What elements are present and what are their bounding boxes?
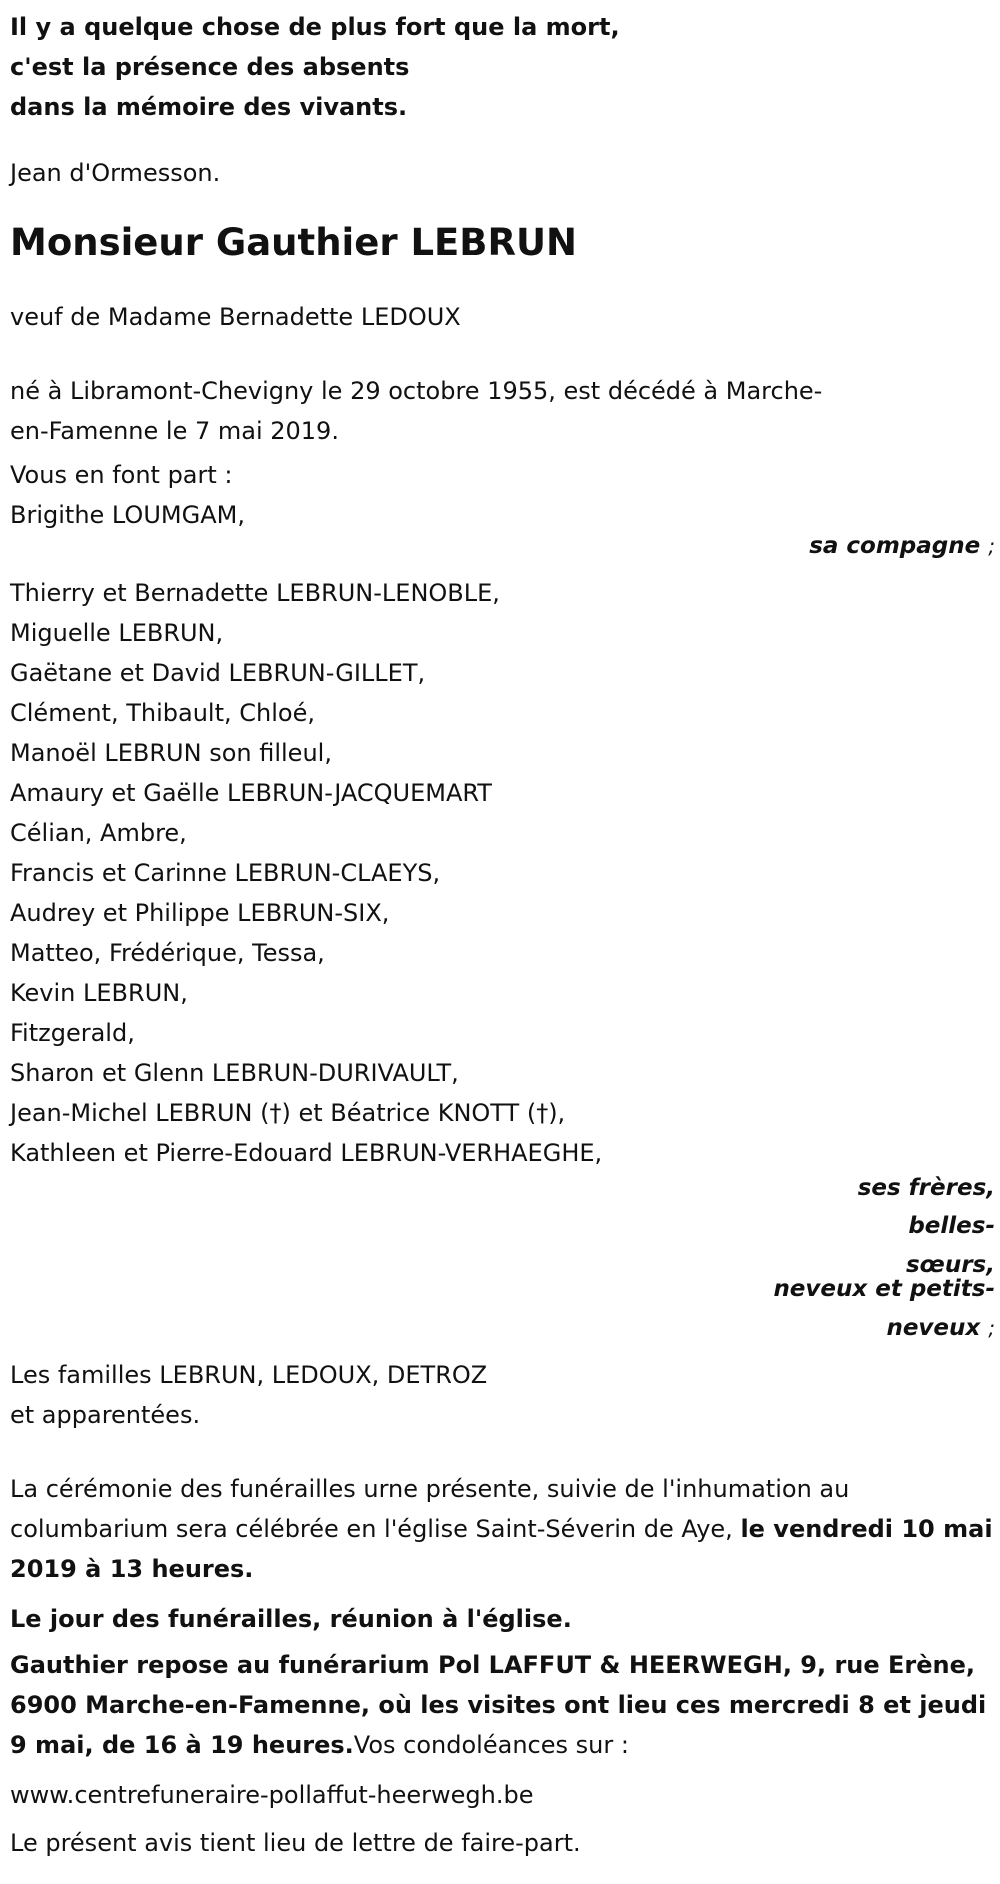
birth-death-line-1: né à Libramont-Chevigny le 29 octobre 1955, est décédé à Marche- xyxy=(10,377,823,405)
family-member: Audrey et Philippe LEBRUN-SIX, xyxy=(10,899,390,927)
partner-name: Brigithe LOUMGAM, xyxy=(10,501,245,529)
family-role-line-4 xyxy=(765,1309,995,1347)
family-role-line-2: sœurs, xyxy=(905,1252,995,1278)
family-member: Kathleen et Pierre-Edouard LEBRUN-VERHAEGHE, xyxy=(10,1139,603,1167)
families-line-1: Les familles LEBRUN, LEDOUX, DETROZ xyxy=(10,1361,488,1389)
partner-role-text: sa compagne xyxy=(809,533,981,559)
obituary-notice xyxy=(10,0,995,1863)
partner-role-separator: ; xyxy=(988,534,995,558)
ceremony-paragraph xyxy=(10,1469,995,1589)
family-member: Francis et Carinne LEBRUN-CLAEYS, xyxy=(10,859,441,887)
quote-line-3: dans la mémoire des vivants. xyxy=(10,93,408,121)
family-role-line-1: ses frères, belles- xyxy=(857,1175,995,1239)
visit-paragraph xyxy=(10,1645,995,1765)
family-member: Gaëtane et David LEBRUN-GILLET, xyxy=(10,659,426,687)
family-member: Matteo, Frédérique, Tessa, xyxy=(10,939,325,967)
visit-info: Gauthier repose au funérarium Pol LAFFUT & HEERWEGH, 9, rue Erène, 6900 Marche-en-Famenne, où les visites ont lieu ces mercredi 8 et jeudi 9 mai, de 16 à 19 heures. xyxy=(10,1651,987,1759)
family-member: Célian, Ambre, xyxy=(10,819,187,847)
family-role-last-word: neveux xyxy=(886,1315,981,1341)
family-member: Kevin LEBRUN, xyxy=(10,979,188,1007)
family-list xyxy=(10,573,995,1173)
family-role xyxy=(765,1169,995,1347)
meeting-notice: Le jour des funérailles, réunion à l'église. xyxy=(10,1605,572,1633)
family-role-separator: ; xyxy=(988,1316,995,1340)
family-member: Fitzgerald, xyxy=(10,1019,135,1047)
spouse-line: veuf de Madame Bernadette LEDOUX xyxy=(10,303,461,331)
deceased-name: Monsieur Gauthier LEBRUN xyxy=(10,221,578,264)
quote-author: Jean d'Ormesson. xyxy=(10,159,221,187)
family-member: Miguelle LEBRUN, xyxy=(10,619,224,647)
ceremony-date: le vendredi 10 mai 2019 à 13 heures. xyxy=(10,1515,993,1583)
families-line-2: et apparentées. xyxy=(10,1401,201,1429)
family-member: Amaury et Gaëlle LEBRUN-JACQUEMART xyxy=(10,779,492,807)
announcement-intro: Vous en font part : xyxy=(10,461,233,489)
condolences-label: Vos condoléances sur : xyxy=(353,1731,629,1759)
family-member: Manoël LEBRUN son filleul, xyxy=(10,739,332,767)
closing-note: Le présent avis tient lieu de lettre de faire-part. xyxy=(10,1829,581,1857)
quote-line-2: c'est la présence des absents xyxy=(10,53,410,81)
quote-line-1: Il y a quelque chose de plus fort que la mort, xyxy=(10,13,620,41)
family-member: Jean-Michel LEBRUN (†) et Béatrice KNOTT (†), xyxy=(10,1099,566,1127)
family-member: Thierry et Bernadette LEBRUN-LENOBLE, xyxy=(10,579,500,607)
family-member: Clément, Thibault, Chloé, xyxy=(10,699,315,727)
family-member: Sharon et Glenn LEBRUN-DURIVAULT, xyxy=(10,1059,459,1087)
family-role-line-3: neveux et petits- xyxy=(773,1276,995,1302)
birth-death-line-2: en-Famenne le 7 mai 2019. xyxy=(10,417,339,445)
ceremony-text: La cérémonie des funérailles urne présente, suivie de l'inhumation au columbarium sera célébrée en l'église Saint-Séverin de Aye, xyxy=(10,1475,850,1543)
website-link[interactable]: www.centrefuneraire-pollaffut-heerwegh.be xyxy=(10,1781,534,1809)
